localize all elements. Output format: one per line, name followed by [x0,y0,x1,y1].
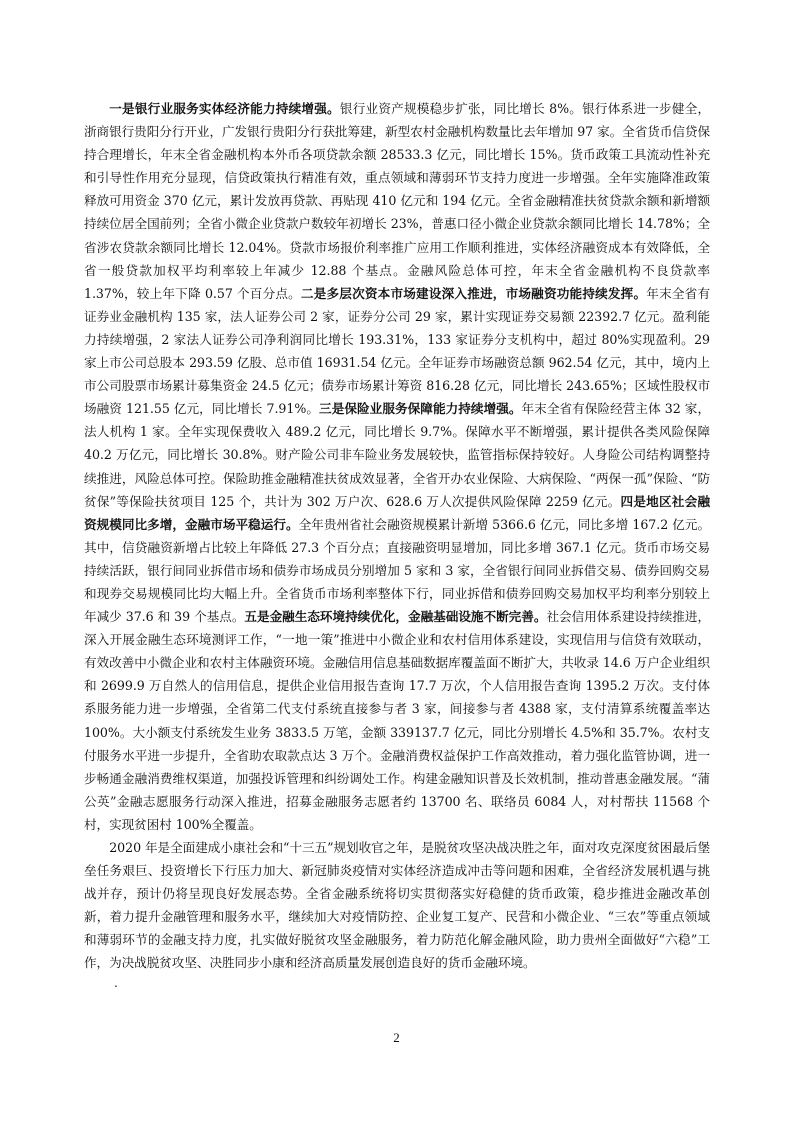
point-five-heading: 五是金融生态环境持续优化，金融基础设施不断完善。 [244,609,547,625]
point-four-heading: 四是地区社会融资规模同比多增，金融市场平稳运行。 [84,493,710,532]
point-two-text: 年末全省有证券业金融机构 135 家，法人证券公司 2 家，证券分公司 29 家，累计实现证券交易额 22392.7 亿元。盈利能力持续增强，2 家法人证券公司净利润同比增长 193.31%，133 家证券分支机构中，超过 80%实现盈利。29 家上市公司总股本 293.59 亿股、总市值 16931.54 亿元。全年证券市场融资总额 962.54 亿元，其中，境内上市公司股票市场累计募集资金 24.5 亿元；债券市场累计筹资 816.28 亿元，同比增长 243.65%；区域性股权市场融资 121.55 亿元，同比增长 7.91%。 [84,285,710,417]
point-two-heading: 二是多层次资本市场建设深入推进，市场融资功能持续发挥。 [300,285,647,301]
point-one-heading: 一是银行业服务实体经济能力持续增强。 [109,101,340,116]
point-one-text: 银行业资产规模稳步扩张，同比增长 8%。银行体系进一步健全，浙商银行贵阳分行开业，广发银行贵阳分行获批筹建，新型农村金融机构数量比去年增加 97 家。全省货币信贷保持合理增长，年末全省金融机构本外币各项贷款余额 28533.3 亿元，同比增长 15%。货币政策工具流动性补充和引导性作用充分显现，信贷政策执行精准有效，重点领域和薄弱环节支持力度进一步增强。全年实施降准政策释放可用资金 370 亿元，累计发放再贷款、再贴现 410 亿元和 194 亿元。全省金融精准扶贫贷款余额和新增额持续位居全国前列；全省小微企业贷款户数较年初增长 23%，普惠口径小微企业贷款余额同比增长 14.78%；全省涉农贷款余额同比增长 12.04%。贷款市场报价利率推广应用工作顺利推进，实体经济融资成本有效降低，全省一般贷款加权平均利率较上年减少 12.88 个基点。金融风险总体可控，年末全省金融机构不良贷款率 1.37%，较上年下降 0.57 个百分点。 [84,101,710,301]
point-four-text: 全年贵州省社会融资规模累计新增 5366.6 亿元，同比多增 167.2 亿元。其中，信贷融资新增占比较上年降低 27.3 个百分点；直接融资明显增加，同比多增 367.1 亿元。货币市场交易持续活跃，银行间同业拆借市场和债券市场成员分别增加 5 家和 3 家，全省银行间同业拆借交易、债券回购交易和现券交易规模同比均大幅上升。全省货币市场利率整体下行，同业拆借和债券回购交易加权平均利率分别较上年减少 37.6 和 39 个基点。 [84,516,710,625]
summary-paragraph [84,97,710,836]
outlook-paragraph: 2020 年是全面建成小康社会和“十三五”规划收官之年，是脱贫攻坚决战决胜之年，面对攻克深度贫困最后堡垒任务艰巨、投资增长下行压力加大、新冠肺炎疫情对实体经济造成冲击等问题和困难，全省经济发展机遇与挑战并存，预计仍将呈现良好发展态势。全省金融系统将切实贯彻落实好稳健的货币政策，稳步推进金融改革创新，着力提升金融管理和服务水平，继续加大对疫情防控、企业复工复产、民营和小微企业、“三农”等重点领域和薄弱环节的金融支持力度，扎实做好脱贫攻坚金融服务，着力防范化解金融风险，助力贵州全面做好“六稳”工作，为决战脱贫攻坚、决胜同步小康和经济高质量发展创造良好的货币金融环境。 [84,840,710,971]
page-number: 2 [393,1030,400,1045]
point-three-text: 年末全省有保险经营主体 32 家，法人机构 1 家。全年实现保费收入 489.2 亿元，同比增长 9.7%。保障水平不断增强，累计提供各类风险保障 40.2 万亿元，同比增长 30.8%。财产险公司非车险业务发展较快，监管指标保持较好。人身险公司结构调整持续推进，风险总体可控。保险助推金融精准扶贫成效显著，全省开办农业保险、大病保险、“两保一孤”保险、“防贫保”等保险扶贫项目 125 个，共计为 302 万户次、628.6 万人次提供风险保障 2259 亿元。 [84,401,710,509]
stray-mark: . [114,976,118,990]
document-body [84,97,710,975]
point-three-heading: 三是保险业服务保障能力持续增强。 [319,401,522,417]
point-five-text: 社会信用体系建设持续推进，深入开展金融生态环境测评工作，“一地一策”推进中小微企业和农村信用体系建设，实现信用与信贷有效联动，有效改善中小微企业和农村主体融资环境。金融信用信息基础数据库覆盖面不断扩大，共收录 14.6 万户企业组织和 2699.9 万自然人的信用信息，提供企业信用报告查询 17.7 万次，个人信用报告查询 1395.2 万次。支付体系服务能力进一步增强，全省第二代支付系统直接参与者 3 家，间接参与者 4388 家，支付清算系统覆盖率达 100%。大小额支付系统发生业务 3833.5 万笔，金额 339137.7 亿元，同比分别增长 4.5%和 35.7%。农村支付服务水平进一步提升，全省助农取款点达 3 万个。金融消费权益保护工作高效推动，着力强化监管协调，进一步畅通金融消费维权渠道，加强投诉管理和纠纷调处工作。构建金融知识普及长效机制，推动普惠金融发展。“蒲公英”金融志愿服务行动深入推进，招募金融服务志愿者约 13700 名、联络员 6084 人，对村帮扶 11568 个村，实现贫困村 100%全覆盖。 [84,609,710,832]
